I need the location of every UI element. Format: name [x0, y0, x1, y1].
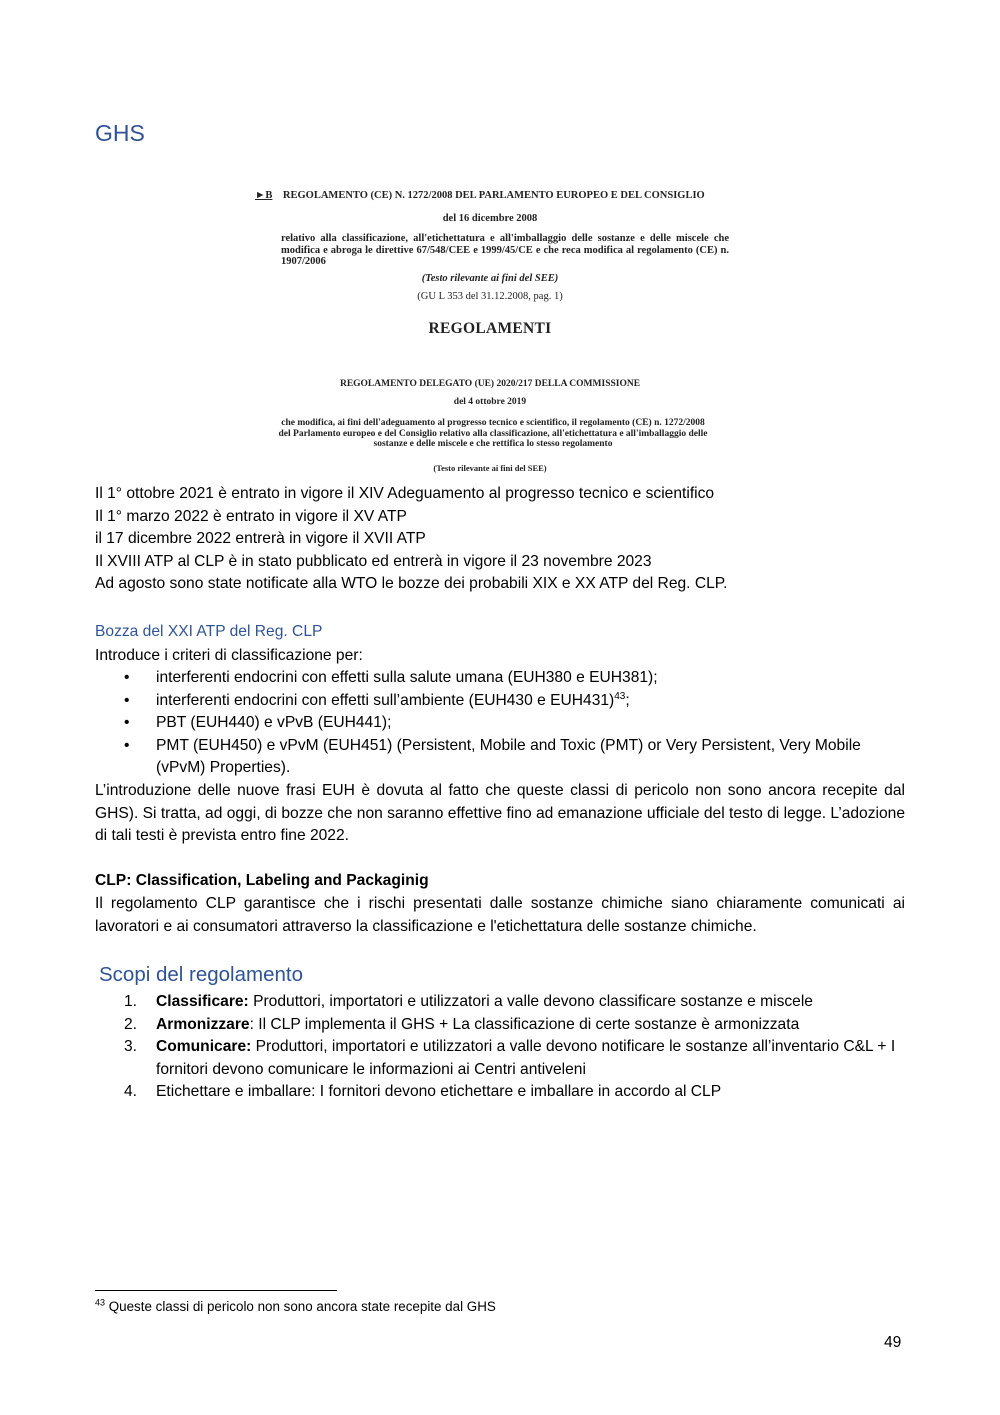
regulation-title: REGOLAMENTO (CE) N. 1272/2008 DEL PARLAMENTO EUROPEO E DEL CONSIGLIO	[282, 190, 705, 201]
regulation-date: del 16 dicembre 2008	[442, 213, 538, 224]
bullet-icon: •	[124, 736, 130, 754]
footnote-reference: 43	[614, 690, 626, 702]
page-number: 49	[884, 1334, 902, 1351]
regulation-mark: ►B	[255, 190, 273, 201]
footnote-divider	[95, 1290, 337, 1291]
list-item: 1. Classificare: Produttori, importatori e utilizzatori a valle devono classificare sostanze e miscele	[124, 993, 813, 1010]
regulation-citation: (GU L 353 del 31.12.2008, pag. 1)	[417, 291, 563, 302]
section-title: REGOLAMENTI	[428, 320, 552, 337]
list-item: 2. Armonizzare: Il CLP implementa il GHS + La classificazione di certe sostanze è armonizzata	[124, 1015, 800, 1033]
draft-heading: Bozza del XXI ATP del Reg. CLP	[95, 623, 323, 640]
delegated-regulation-title: REGOLAMENTO DELEGATO (UE) 2020/217 DELLA COMMISSIONE	[339, 379, 641, 389]
page-heading: GHS	[95, 120, 145, 146]
footnote-text: Queste classi di pericolo non sono ancora state recepite dal GHS	[105, 1299, 496, 1314]
draft-criteria-list	[95, 667, 905, 780]
delegated-regulation-date: del 4 ottobre 2019	[453, 397, 527, 407]
timeline-line: Il 1° ottobre 2021 è entrato in vigore il XIV Adeguamento al progresso tecnico e scientifico	[95, 485, 715, 502]
delegated-regulation-note: (Testo rilevante ai fini del SEE)	[433, 463, 547, 473]
bullet-icon: •	[124, 691, 130, 709]
draft-closing-paragraph: L’introduzione delle nuove frasi EUH è dovuta al fatto che queste classi di pericolo non sono ancora recepite dal GHS). Si tratta, ad oggi, di bozze che non saranno effettive fino ad emanazione ufficiale del testo di legge. L’adozione di tali testi è prevista entro fine 2022.	[95, 782, 905, 844]
list-item: 3. Comunicare: Produttori, importatori e utilizzatori a valle devono notificare le sostanze all’inventario C&L + I fornitori devono comunicare le informazioni ai Centri antiveleni	[124, 1038, 896, 1078]
list-item: • PBT (EUH440) e vPvB (EUH441);	[95, 712, 905, 735]
draft-intro: Introduce i criteri di classificazione per:	[95, 647, 363, 664]
clp-title: CLP: Classification, Labeling and Packaginig	[95, 872, 429, 889]
timeline-line: Il XVIII ATP al CLP è in stato pubblicato ed entrerà in vigore il 23 novembre 2023	[95, 552, 652, 570]
footnote-number: 43	[95, 1297, 106, 1308]
list-item: • interferenti endocrini con effetti sull’ambiente (EUH430 e EUH431)$^{43}$;	[95, 690, 905, 713]
clp-paragraph: Il regolamento CLP garantisce che i rischi presentati dalle sostanze chimiche siano chiaramente comunicati ai lavoratori e ai consumatori attraverso la classificazione e l'etichettatura delle sostanze chimiche.	[95, 895, 905, 935]
list-item: • interferenti endocrini con effetti sulla salute umana (EUH380 e EUH381);	[95, 667, 905, 690]
scopes-list	[95, 991, 905, 1104]
list-item: • PMT (EUH450) e vPvM (EUH451) (Persistent, Mobile and Toxic (PMT) or Very Persistent, Very Mobile (vPvM) Properties).	[124, 736, 861, 776]
timeline-line: Ad agosto sono state notificate alla WTO le bozze dei probabili XIX e XX ATP del Reg. CLP.	[95, 575, 728, 592]
footnote	[95, 1299, 496, 1314]
bullet-icon: •	[124, 669, 130, 686]
regulation-description: relativo alla classificazione, all'etichettatura e all'imballaggio delle sostanze e delle miscele che modifica e abroga le direttive 67/548/CEE e 1999/45/CE e che reca modifica al regolamento (CE) n. 1907/2006	[281, 233, 729, 267]
bullet-icon: •	[124, 714, 130, 731]
timeline-block	[95, 483, 905, 596]
list-item: 4. Etichettare e imballare: I fornitori devono etichettare e imballare in accordo al CLP	[124, 1083, 722, 1100]
regulation-note: (Testo rilevante ai fini del SEE)	[421, 273, 559, 284]
timeline-line: Il 1° marzo 2022 è entrato in vigore il XV ATP	[95, 507, 407, 525]
delegated-regulation-description: che modifica, ai fini dell'adeguamento al progresso tecnico e scientifico, il regolamento (CE) n. 1272/2008 del Parlamento europeo e del Consiglio relativo alla classificazione, all'etichettatura e all'imballaggio delle sostanze e delle miscele e che rettifica lo stesso regolamento	[278, 418, 708, 449]
timeline-line: il 17 dicembre 2022 entrerà in vigore il XVII ATP	[95, 530, 426, 547]
scopes-heading: Scopi del regolamento	[99, 963, 303, 986]
